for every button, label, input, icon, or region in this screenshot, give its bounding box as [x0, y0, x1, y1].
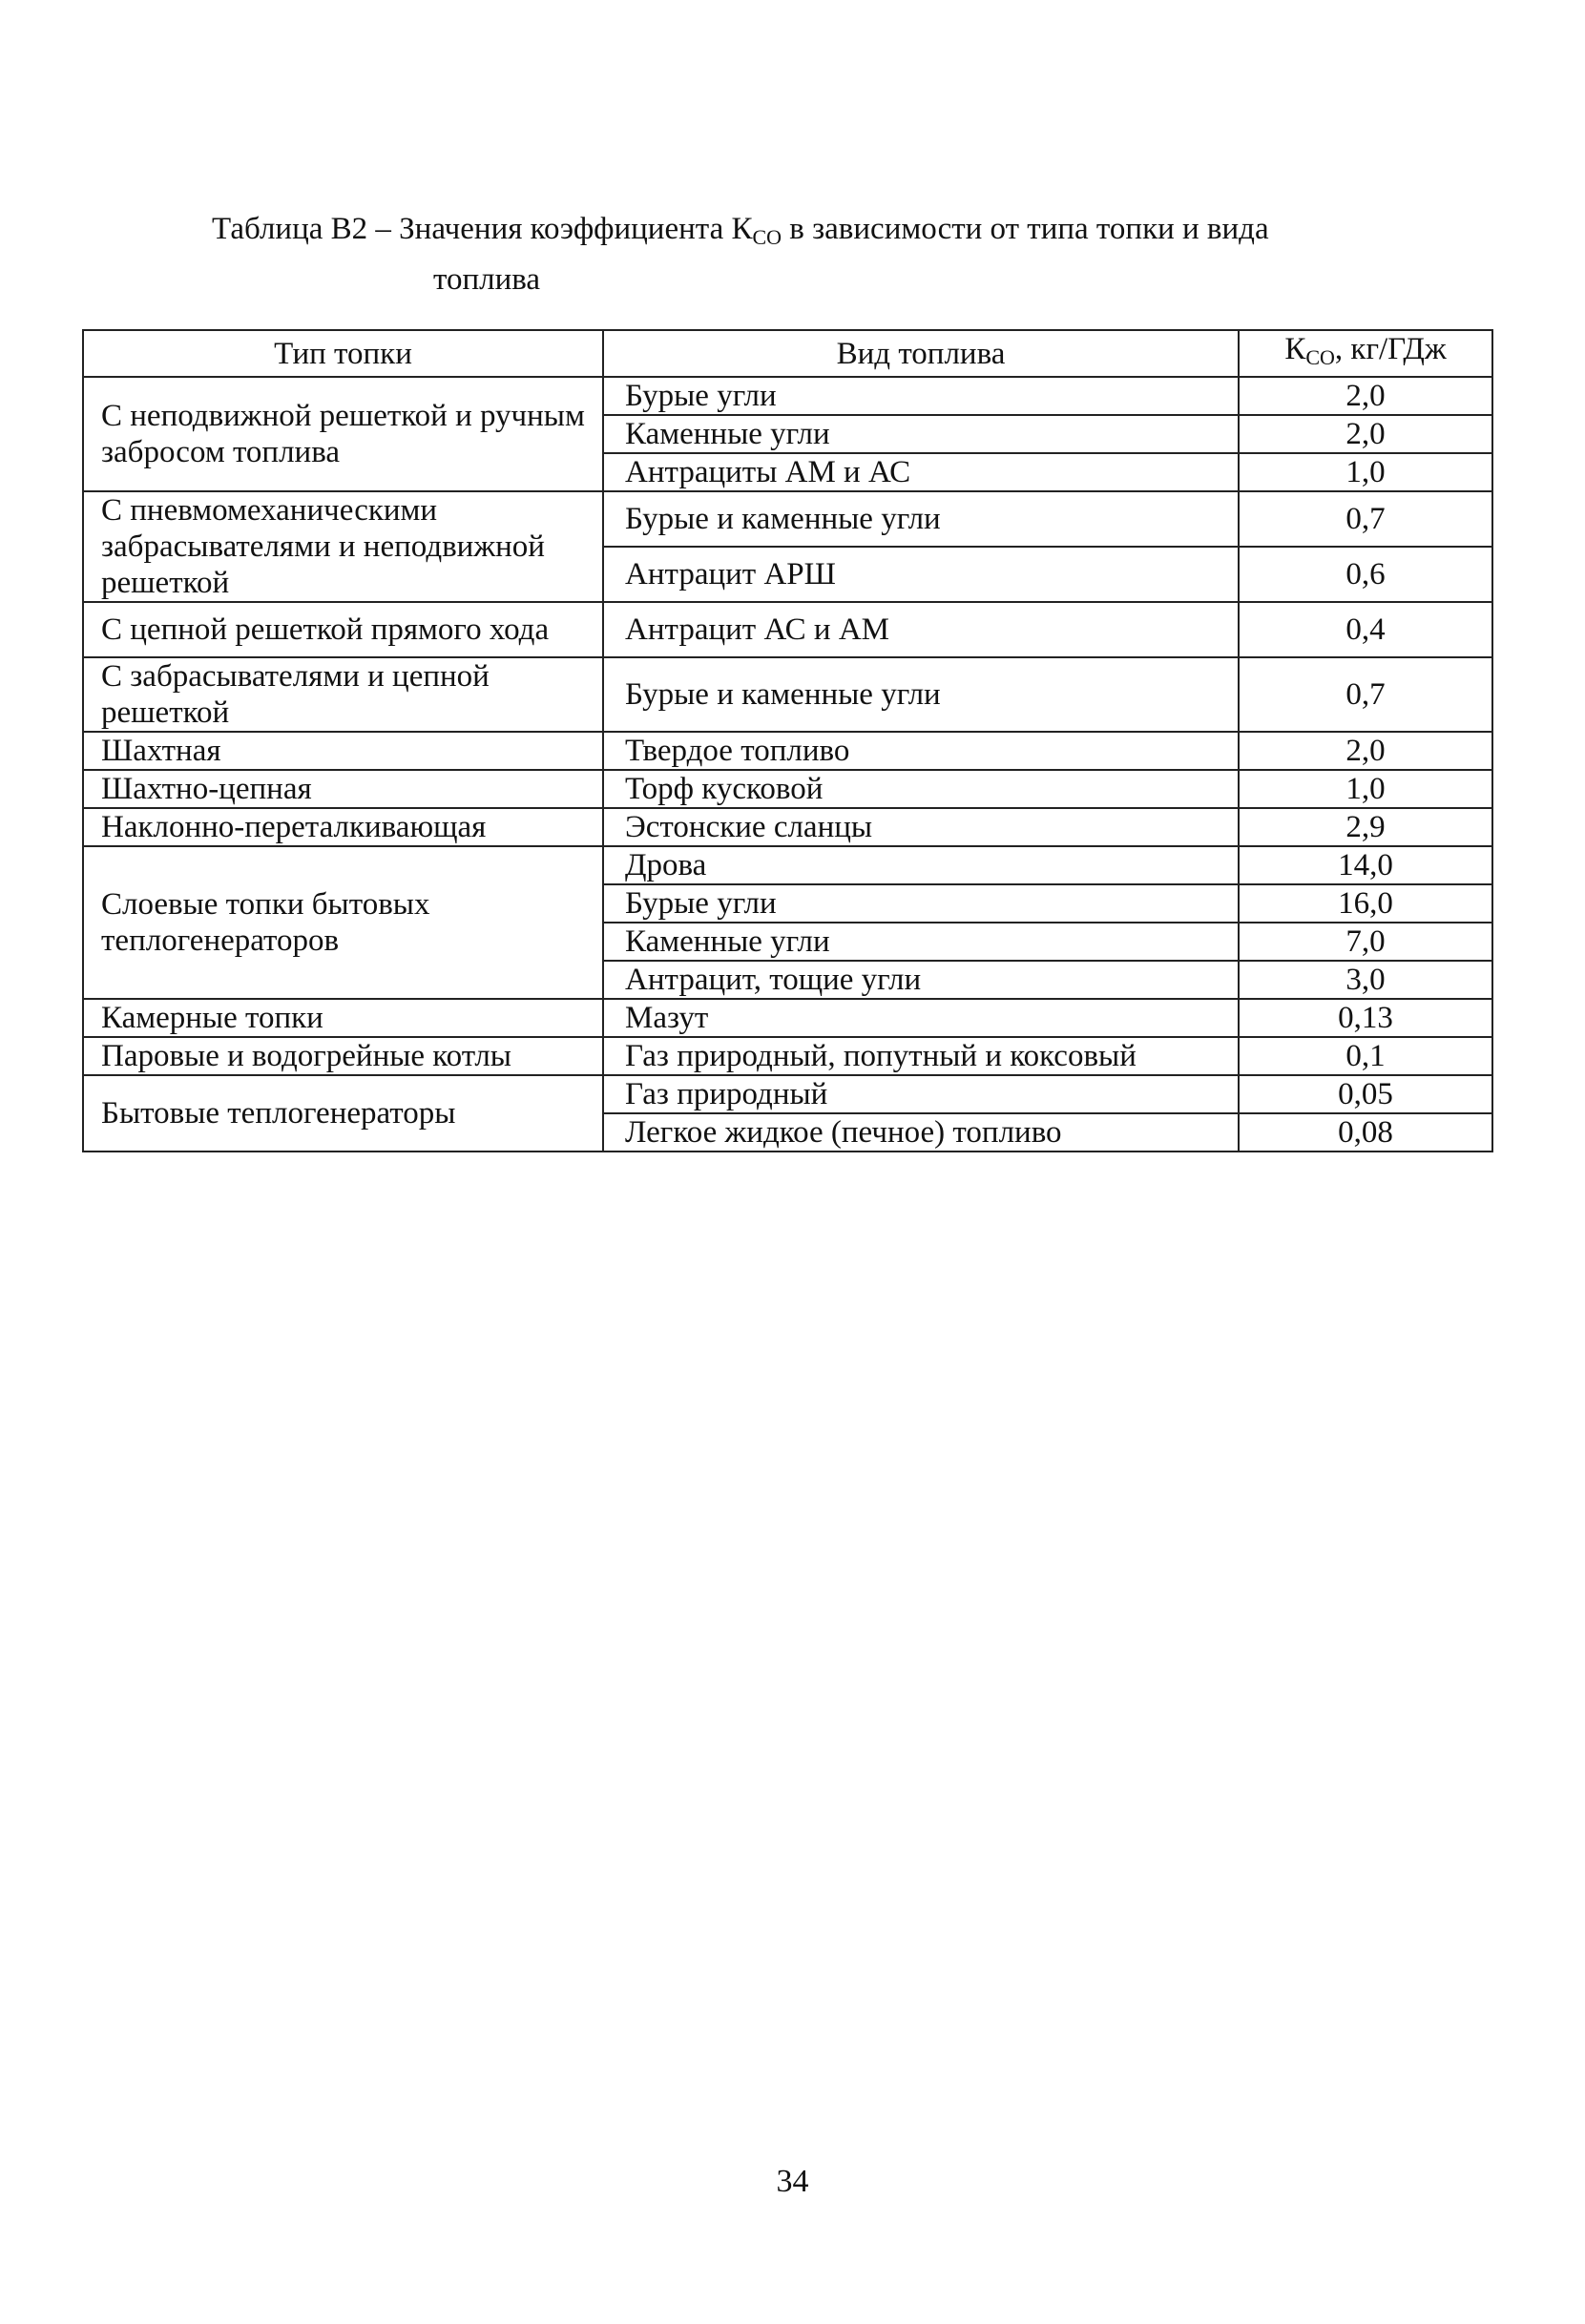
table-row [83, 808, 1492, 846]
page-number: 34 [776, 2164, 809, 2199]
caption-suffix: в зависимости от типа топки и вида [782, 212, 1269, 246]
k-co-value-cell: 16,0 [1239, 884, 1492, 923]
k-co-value-cell: 2,9 [1239, 808, 1492, 846]
furnace-type-cell: Наклонно-переталкивающая [83, 808, 603, 846]
k-co-value-cell: 0,6 [1239, 547, 1492, 602]
table-body [83, 377, 1492, 1152]
header-k-co [1239, 330, 1492, 377]
header-k-unit: , кг/ГДж [1334, 332, 1447, 366]
fuel-type-cell: Антрацит, тощие угли [603, 961, 1239, 999]
header-k-main: К [1284, 332, 1306, 366]
coefficient-table-container [82, 329, 1491, 1152]
table-row [83, 846, 1492, 884]
fuel-type-cell: Дрова [603, 846, 1239, 884]
table-row [83, 602, 1492, 657]
fuel-type-cell: Бурые и каменные угли [603, 657, 1239, 732]
k-co-value-cell: 0,7 [1239, 657, 1492, 732]
table-row [83, 999, 1492, 1037]
fuel-type-cell: Каменные угли [603, 923, 1239, 961]
header-furnace-type: Тип топки [83, 330, 603, 377]
fuel-type-cell: Мазут [603, 999, 1239, 1037]
caption-prefix: Таблица В2 – Значения коэффициента К [212, 212, 753, 246]
furnace-type-cell: Бытовые теплогенераторы [83, 1075, 603, 1152]
table-row [83, 1075, 1492, 1113]
table-header-row [83, 330, 1492, 377]
k-co-value-cell: 2,0 [1239, 732, 1492, 770]
furnace-type-cell: Камерные топки [83, 999, 603, 1037]
k-co-value-cell: 1,0 [1239, 453, 1492, 491]
fuel-type-cell: Торф кусковой [603, 770, 1239, 808]
k-co-value-cell: 14,0 [1239, 846, 1492, 884]
coefficient-table [82, 329, 1493, 1152]
table-caption [212, 208, 1452, 301]
fuel-type-cell: Легкое жидкое (печное) топливо [603, 1113, 1239, 1152]
k-co-value-cell: 0,7 [1239, 491, 1492, 547]
table-row [83, 377, 1492, 415]
k-co-value-cell: 0,13 [1239, 999, 1492, 1037]
fuel-type-cell: Антрациты АМ и АС [603, 453, 1239, 491]
fuel-type-cell: Бурые и каменные угли [603, 491, 1239, 547]
k-co-value-cell: 2,0 [1239, 377, 1492, 415]
k-co-value-cell: 2,0 [1239, 415, 1492, 453]
furnace-type-cell: С цепной решеткой прямого хода [83, 602, 603, 657]
table-row [83, 657, 1492, 732]
k-co-value-cell: 7,0 [1239, 923, 1492, 961]
furnace-type-cell: С пневмомеханическими забрасывателями и неподвижной решеткой [83, 491, 603, 602]
k-co-value-cell: 0,05 [1239, 1075, 1492, 1113]
fuel-type-cell: Антрацит АС и АМ [603, 602, 1239, 657]
table-row [83, 1037, 1492, 1075]
table-row [83, 491, 1492, 547]
furnace-type-cell: Шахтная [83, 732, 603, 770]
fuel-type-cell: Эстонские сланцы [603, 808, 1239, 846]
header-k-subscript: СО [1305, 345, 1335, 369]
k-co-value-cell: 3,0 [1239, 961, 1492, 999]
k-co-value-cell: 0,1 [1239, 1037, 1492, 1075]
fuel-type-cell: Твердое топливо [603, 732, 1239, 770]
k-co-value-cell: 0,08 [1239, 1113, 1492, 1152]
furnace-type-cell: Паровые и водогрейные котлы [83, 1037, 603, 1075]
k-co-value-cell: 1,0 [1239, 770, 1492, 808]
fuel-type-cell: Бурые угли [603, 377, 1239, 415]
fuel-type-cell: Газ природный, попутный и коксовый [603, 1037, 1239, 1075]
fuel-type-cell: Газ природный [603, 1075, 1239, 1113]
fuel-type-cell: Каменные угли [603, 415, 1239, 453]
fuel-type-cell: Бурые угли [603, 884, 1239, 923]
furnace-type-cell: Слоевые топки бытовых теплогенераторов [83, 846, 603, 999]
table-row [83, 732, 1492, 770]
k-co-value-cell: 0,4 [1239, 602, 1492, 657]
furnace-type-cell: С забрасывателями и цепной решеткой [83, 657, 603, 732]
caption-subscript: СО [752, 225, 782, 249]
table-row [83, 770, 1492, 808]
furnace-type-cell: Шахтно-цепная [83, 770, 603, 808]
furnace-type-cell: С неподвижной решеткой и ручным забросом топлива [83, 377, 603, 491]
header-fuel-type: Вид топлива [603, 330, 1239, 377]
caption-line2: топлива [433, 262, 541, 297]
fuel-type-cell: Антрацит АРШ [603, 547, 1239, 602]
